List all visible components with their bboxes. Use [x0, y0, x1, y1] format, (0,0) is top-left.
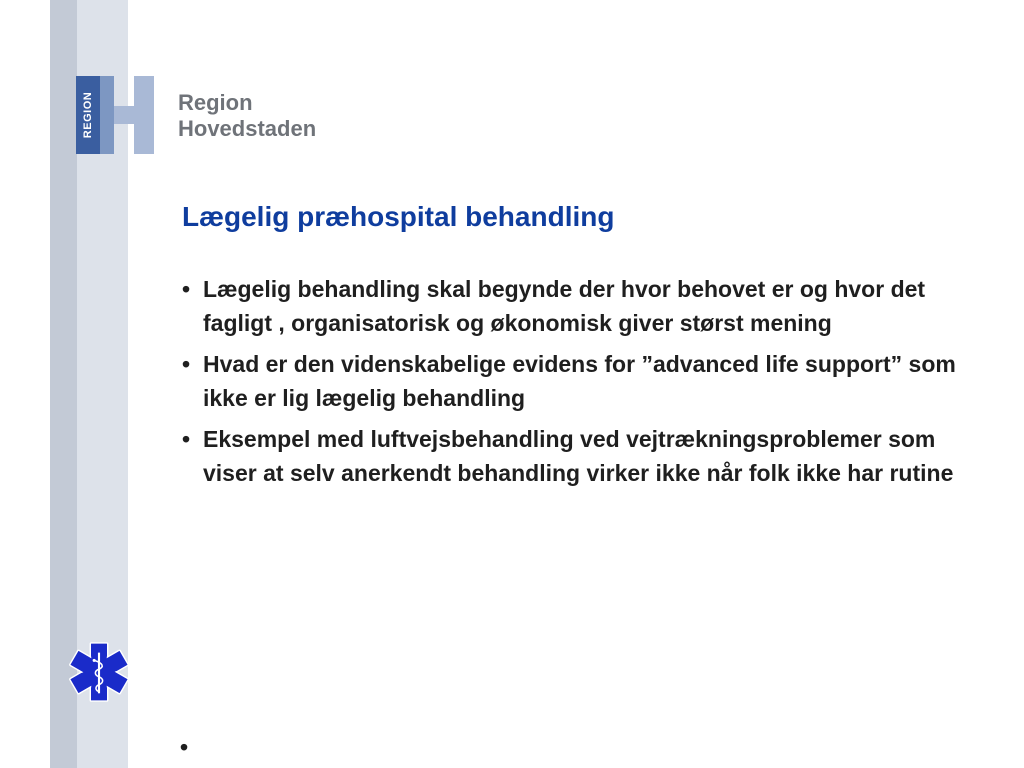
bullet-text: Eksempel med luftvejsbehandling ved vejtrækningsproblemer som viser at selv anerkendt behandling virker ikke når folk ikke har rutine — [203, 426, 954, 486]
bullet-item — [182, 272, 972, 340]
bullet-dot: • — [182, 351, 191, 377]
bullet-dot: • — [182, 426, 191, 452]
logo-wordmark — [178, 90, 316, 142]
logo-line-2: Hovedstaden — [178, 116, 317, 141]
slide-title: Lægelig præhospital behandling — [182, 201, 615, 232]
bullet-text: Lægelig behandling skal begynde der hvor behovet er og hvor det fagligt , organisatorisk og økonomisk giver størst mening — [203, 276, 926, 336]
logo-line-1: Region — [178, 90, 253, 115]
logo-vertical-label: REGION — [82, 91, 94, 139]
bullet-item — [182, 347, 972, 415]
bullet-list — [182, 272, 972, 497]
star-of-life-icon — [68, 641, 130, 703]
bullet-text: Hvad er den videnskabelige evidens for ”advanced life support” som ikke er lig lægelig behandling — [203, 351, 956, 411]
region-hovedstaden-logo — [76, 76, 356, 156]
bullet-dot: • — [182, 276, 191, 302]
empty-bullet: • — [180, 734, 189, 760]
bullet-item — [182, 422, 972, 490]
